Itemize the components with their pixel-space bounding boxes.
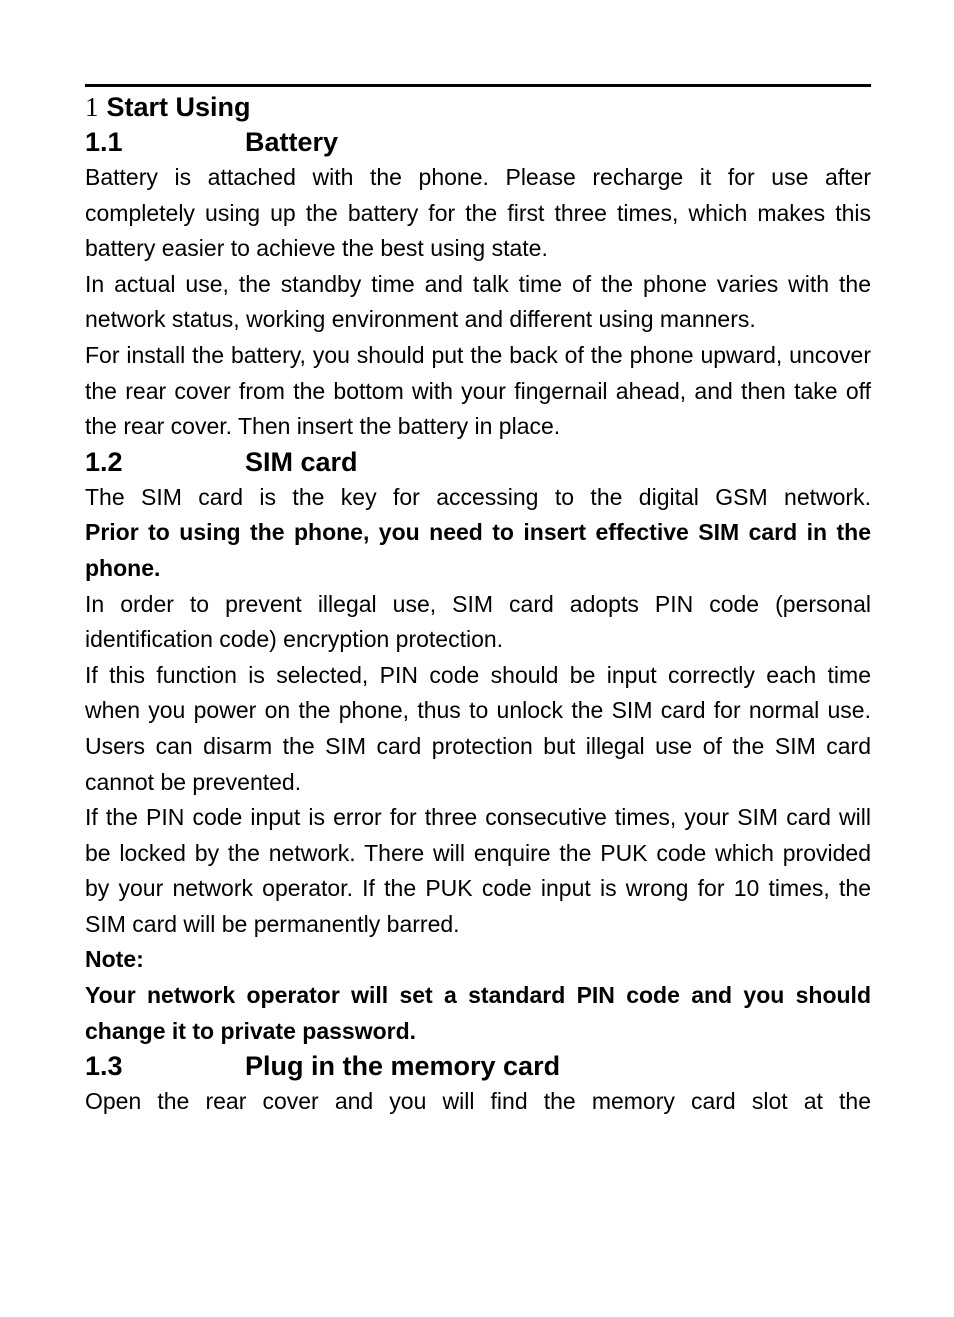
chapter-title: Start Using [106,92,251,122]
note-label: Note: [85,946,144,973]
paragraph: In order to prevent illegal use, SIM card adopts PIN code (personal identification code) encryption protection. [85,590,871,653]
paragraph: If this function is selected, PIN code should be input correctly each time when you power on the phone, thus to unlock the SIM card for normal use. Users can disarm the SIM card protection but illegal use of the SIM card cannot be prevented. [85,661,871,795]
section-title: Battery [245,127,339,157]
chapter-heading [85,89,871,125]
section-heading-sim-card [85,445,871,480]
paragraph: The SIM card is the key for accessing to the digital GSM network. [85,483,871,510]
bold-paragraph: Prior to using the phone, you need to insert effective SIM card in the phone. [85,519,871,581]
section-title: Plug in the memory card [245,1051,561,1082]
section-heading-battery [85,125,871,160]
section-title: SIM card [245,446,358,477]
paragraph: If the PIN code input is error for three consecutive times, your SIM card will be locked by the network. There will enquire the PUK code which provided by your network operator. If the PUK code input is wrong for 10 times, the SIM card will be permanently barred. [85,804,871,937]
chapter-number: 1 [85,92,99,122]
top-rule [85,84,871,87]
section-number: 1.1 [85,127,123,157]
section-heading-memory-card [85,1049,871,1084]
section-number: 1.3 [85,1051,123,1082]
paragraph: Battery is attached with the phone. Please recharge it for use after completely using up the battery for the first three times, which makes this battery easier to achieve the best using state. [85,164,871,262]
note-text: Your network operator will set a standard PIN code and you should change it to private password. [85,982,871,1044]
document-page [85,84,871,1120]
section-number: 1.2 [85,446,123,477]
paragraph: For install the battery, you should put the back of the phone upward, uncover the rear cover from the bottom with your fingernail ahead, and then take off the rear cover. Then insert the battery in place. [85,341,871,440]
paragraph: Open the rear cover and you will find the memory card slot at the [85,1088,871,1115]
paragraph: In actual use, the standby time and talk time of the phone varies with the network status, working environment and different using manners. [85,270,871,333]
